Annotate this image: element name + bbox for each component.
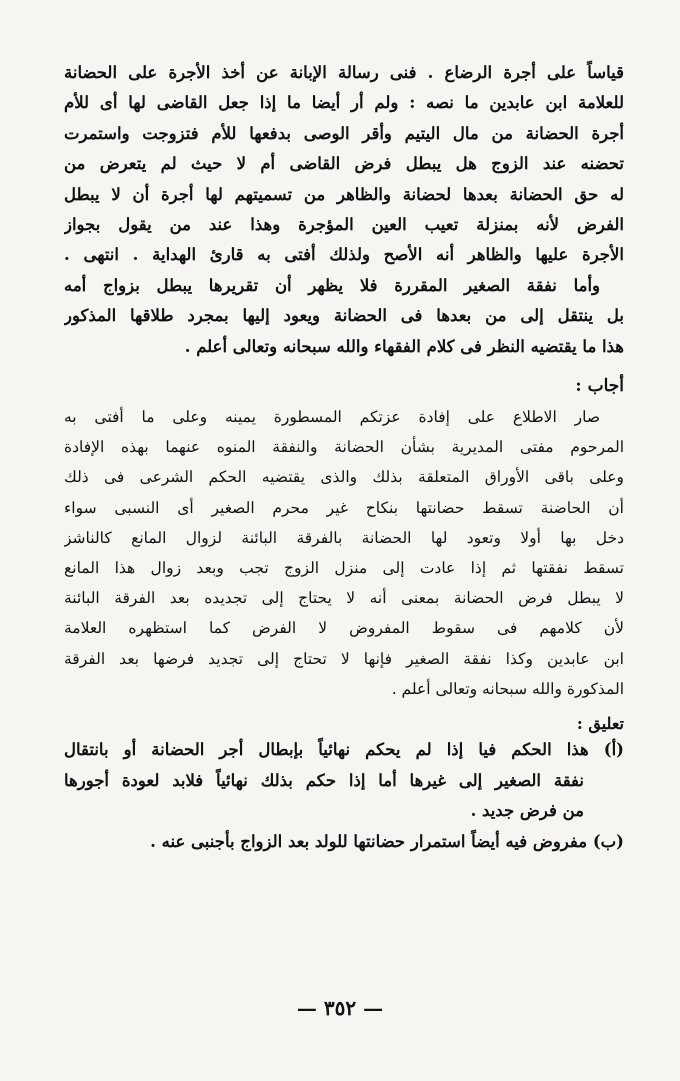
answer-heading: أجاب : [575, 376, 624, 397]
text-line: وأما نفقة الصغير المقررة فلا يظهر أن تقريرها يبطل بزواج أمه [64, 275, 600, 295]
text-line: (أ) هذا الحكم فيا إذا لم يحكم نهائياً بإبطال أجر الحضانة أو بانتقال [64, 740, 624, 760]
text-line: المذكورة والله سبحانه وتعالى أعلم . [391, 679, 624, 698]
text-line: بل ينتقل إلى من بعدها فى الحضانة ويعود إليها بمجرد طلاقها المذكور [64, 306, 624, 326]
text-line: وعلى باقى الأوراق المتعلقة بذلك والذى يقتضيه الحكم الشرعى فى ذلك [64, 468, 624, 487]
text-line: (ب) مفروض فيه أيضاً استمرار حضانتها للولد بعد الزواج بأجنبى عنه . [150, 831, 624, 851]
text-line: أجرة الحضانة من مال اليتيم وأقر الوصى بدفعها للأم فتزوجت واستمرت [64, 123, 624, 143]
text-line: قياساً على أجرة الرضاع . فنى رسالة الإبانة عن أخذ الأجرة على الحضانة [64, 63, 624, 82]
text-line: تحضنه عند الزوج هل يبطل فرض القاضى أم لا حيث لم يتعرض من [64, 154, 624, 174]
comment-text [64, 735, 624, 857]
text-line: دخل بها أولا وتعود لها الحضانة بالفرقة البائنة لزوال المانع كالناشز [64, 528, 624, 547]
answer-text [64, 402, 624, 704]
text-line: أن الحاضنة تسقط حضانتها بنكاح غير محرم الصغير أى النسبى سواء [64, 498, 624, 517]
question-text [64, 58, 624, 362]
page-number: — ٣٥٢ — [296, 996, 384, 1020]
comment-heading: تعليق : [576, 714, 624, 734]
text-line: الأجرة عليها والظاهر أنه الأصح ولذلك أفتى به قارئ الهداية . انتهى . [64, 245, 624, 265]
text-line: صار الاطلاع على إفادة عزتكم المسطورة يمينه وعلى ما أفتى به [64, 408, 600, 427]
text-line: لا يبطل فرض الحضانة بمعنى أنه لا يحتاج إلى تجديده بعد الفرقة البائنة [64, 589, 624, 608]
text-line: له حق الحضانة بعدها لحضانة والظاهر من تسميتهم لها أجرة أن لا يبطل [64, 184, 624, 204]
text-line: نفقة الصغير إلى غيرها أما إذا حكم بذلك نهائياً فلابد لعودة أجورها [64, 770, 584, 790]
text-line: من فرض جديد . [470, 801, 584, 821]
text-line: ابن عابدين وكذا نفقة الصغير فإنها لا تحتاج إلى تجديد فرضها بعد الفرقة [64, 649, 624, 668]
text-line: هذا ما يقتضيه النظر فى كلام الفقهاء والله سبحانه وتعالى أعلم . [184, 336, 624, 356]
text-line: للعلامة ابن عابدين ما نصه : ولم أر أيضا ما إذا جعل القاضى لها أى للأم [64, 93, 624, 113]
text-line: تسقط نفقتها ثم إذا عادت إلى منزل الزوج تجب وبعد زوال هذا المانع [64, 559, 624, 578]
text-line: المرحوم مفتى المديرية بشأن الحضانة والنفقة المنوه عنهما بهذه الإفادة [64, 438, 624, 457]
text-line: لأن كلامهم فى سقوط المفروض لا الفرض كما استظهره العلامة [64, 619, 624, 638]
text-line: الفرض لأنه بمنزلة تعيب العين المؤجرة وهذا عند من يقول بجواز [64, 215, 624, 235]
